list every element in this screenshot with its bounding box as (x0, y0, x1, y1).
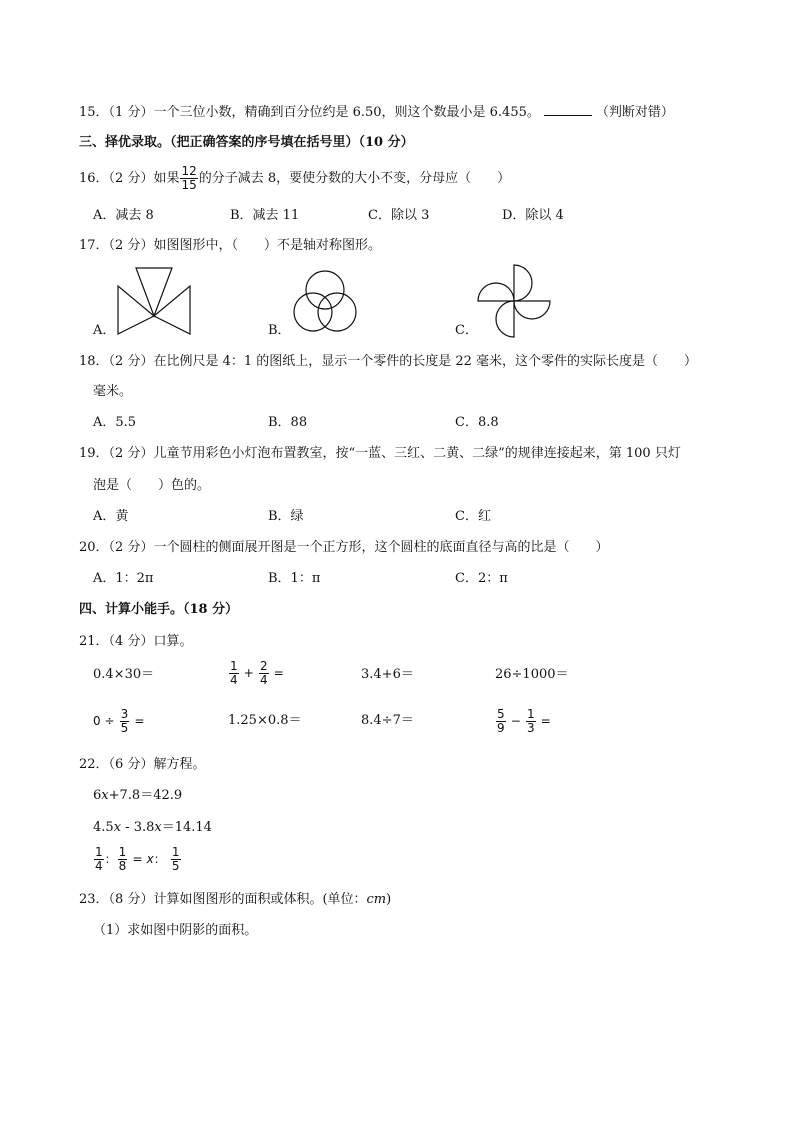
q19-option-c[interactable]: C．红 (455, 509, 491, 524)
question-22-text: 22．（6 分）解方程。 (79, 757, 206, 772)
section-4-title: 四、计算小能手。（18 分） (79, 602, 239, 617)
question-16-pre: 16．（2 分）如果 (79, 171, 180, 186)
question-15-tail: （判断对错） (595, 105, 674, 120)
equation-2-mid: - 3.8 (121, 820, 155, 835)
fraction (496, 708, 506, 735)
equals-sign: = (132, 852, 143, 866)
q20-option-a[interactable]: A．1：2π (93, 571, 154, 586)
plus-operator: + (243, 666, 254, 680)
fraction-denominator: 4 (230, 673, 238, 687)
pinwheel-semicircles-figure (478, 265, 550, 337)
q18-option-a[interactable]: A．5.5 (93, 415, 137, 430)
q19-option-b[interactable]: B．绿 (268, 509, 304, 524)
fraction-denominator: 9 (497, 721, 505, 735)
three-circles-figure (290, 270, 360, 336)
oral-calc-r1c4: 26÷1000＝ (495, 667, 569, 682)
question-23-post: ) (386, 892, 392, 907)
fraction-numerator: 1 (230, 659, 238, 673)
fraction-numerator: 3 (120, 707, 129, 721)
equation-2-variable-2: x (154, 820, 162, 835)
unit-label: cm (366, 892, 387, 907)
question-18-line-1: 18．（2 分）在比例尺是 4：1 的图纸上，显示一个零件的长度是 22 毫米，这个零件的实际长度是（ ） (79, 354, 698, 369)
question-15 (79, 103, 674, 122)
oral-calc-r2c4 (495, 708, 551, 735)
fraction-numerator: 2 (259, 659, 268, 673)
bowtie-triangles-figure (116, 268, 192, 336)
fraction (94, 846, 104, 873)
question-23-pre: 23．（8 分）计算如图图形的面积或体积。(单位： (79, 892, 367, 907)
fraction-numerator: 5 (497, 707, 505, 721)
ratio-colon: ： (104, 852, 117, 866)
oral-calc-r1c3: 3.4+6＝ (361, 667, 414, 682)
fraction-denominator: 15 (181, 178, 197, 192)
fraction-denominator: 4 (95, 859, 103, 873)
q18-option-c[interactable]: C．8.8 (455, 415, 499, 430)
equals-sign: = (540, 714, 551, 728)
oral-calc-r1c2 (228, 660, 284, 687)
equation-2 (93, 819, 212, 837)
q17-option-c[interactable]: C． (455, 323, 478, 338)
equation-1-variable: x (101, 788, 109, 803)
q18-option-b[interactable]: B．88 (268, 415, 308, 430)
question-19-line-2: 泡是（ ）色的。 (93, 478, 211, 493)
question-19-line-1: 19．（2 分）儿童节用彩色小灯泡布置教室，按“一蓝、三红、二黄、二绿”的规律连接起来，第 100 只灯 (79, 446, 681, 461)
question-23-text (79, 891, 391, 909)
fraction-denominator: 5 (171, 859, 180, 873)
question-17-text: 17．（2 分）如图图形中，（ ）不是轴对称图形。 (79, 238, 381, 253)
q19-option-a[interactable]: A．黄 (93, 509, 129, 524)
answer-blank[interactable] (544, 103, 592, 116)
fraction-denominator: 3 (526, 721, 535, 735)
equation-2-rest: ＝14.14 (161, 820, 212, 835)
equation-1-rest: +7.8＝42.9 (108, 788, 183, 803)
equation-2-variable-1: x (113, 820, 122, 835)
fraction-numerator: 1 (118, 845, 127, 859)
fraction-denominator: 8 (118, 859, 127, 873)
q17-option-a[interactable]: A． (93, 323, 116, 338)
division-prefix: 0 ÷ (93, 714, 115, 728)
oral-calc-r2c3: 8.4÷7＝ (361, 713, 414, 728)
fraction (118, 846, 128, 873)
ratio-colon: ： (153, 852, 166, 866)
question-18-line-2: 毫米。 (93, 384, 133, 399)
equation-1-coef: 6 (93, 788, 102, 803)
q17-option-b[interactable]: B． (268, 323, 291, 338)
oral-calc-r1c1: 0.4×30＝ (93, 667, 155, 682)
fraction (259, 660, 269, 687)
q20-option-c[interactable]: C．2：π (455, 571, 508, 586)
fraction-denominator: 5 (120, 721, 129, 735)
fraction (526, 708, 536, 735)
question-20-text: 20．（2 分）一个圆柱的侧面展开图是一个正方形，这个圆柱的底面直径与高的比是（ ） (79, 540, 609, 555)
equals-sign: = (134, 714, 145, 728)
question-21-text: 21．（4 分）口算。 (79, 634, 193, 649)
equals-sign: = (273, 666, 284, 680)
question-15-text: 15．（1 分）一个三位小数，精确到百分位约是 6.50，则这个数最小是 6.455。 (79, 105, 540, 120)
equation-3 (93, 846, 182, 873)
fraction (229, 660, 239, 687)
section-3-title: 三、择优录取。（把正确答案的序号填在括号里）（10 分） (79, 135, 414, 150)
oral-calc-r2c2: 1.25×0.8＝ (228, 713, 302, 728)
q20-option-b[interactable]: B．1：π (268, 571, 321, 586)
fraction-numerator: 1 (95, 845, 103, 859)
question-16-post: 的分子减去 8，要使分数的大小不变，分母应（ ） (198, 171, 511, 186)
minus-operator: − (510, 714, 521, 728)
q16-option-d[interactable]: D．除以 4 (502, 208, 564, 223)
q16-option-c[interactable]: C．除以 3 (368, 208, 430, 223)
equation-1 (93, 787, 182, 805)
q16-option-a[interactable]: A．减去 8 (93, 208, 154, 223)
q16-option-b[interactable]: B．减去 11 (230, 208, 300, 223)
fraction (171, 846, 181, 873)
fraction-denominator: 4 (259, 673, 268, 687)
fraction-numerator: 12 (181, 164, 197, 178)
equation-2-coef-a: 4.5 (93, 820, 114, 835)
oral-calc-r2c1 (93, 708, 145, 735)
fraction-12-15 (180, 165, 197, 192)
fraction (120, 708, 130, 735)
question-23-sub-1: （1）求如图中阴影的面积。 (93, 923, 258, 938)
equation-3-variable: x (146, 852, 154, 866)
fraction-numerator: 1 (171, 845, 180, 859)
fraction-numerator: 1 (526, 707, 535, 721)
question-16 (79, 165, 510, 192)
